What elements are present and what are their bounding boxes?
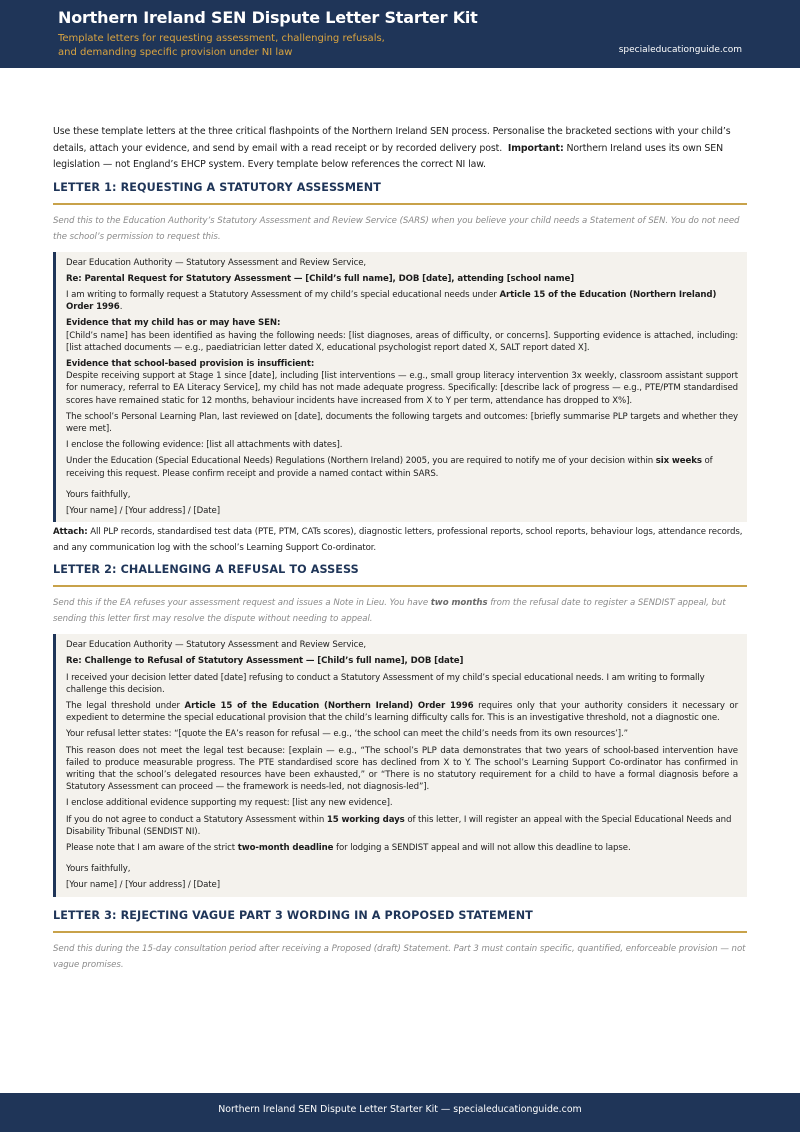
letter-1-instructions: Send this to the Education Authority’s Statutory Assessment and Review Service (SARS) when you believe your child needs a Statement of SEN. You do not need the school’s permission to request this. (53, 215, 740, 242)
header-site-url[interactable]: specialeducationguide.com (618, 45, 742, 55)
letter-1-evidence-heading-text: Evidence that my child has or may have SEN: (66, 318, 281, 329)
letter-1-school-heading-text: Evidence that school-based provision is insufficient: (66, 358, 315, 369)
letter-1-regs-text: Under the Education (Special Educational Needs) Regulations (Northern Ireland) 2005, you are required to notify me of your decision within (66, 456, 654, 467)
letter-1-re-text: Re: Parental Request for Statutory Assessment — [Child’s full name], DOB [date], attending [school name] (66, 273, 575, 284)
attach-text: All PLP records, standardised test data (PTE, PTM, CATs scores), diagnostic letters, professional reports, school reports, behaviour logs, attendance records, and any communication log with the school’s Learning Support Co-ordinator. (53, 527, 743, 554)
page-footer (0, 1093, 800, 1132)
letter-1-deadline: six weeks (655, 456, 702, 467)
letter-1-enclose-text: I enclose the following evidence: [list all attachments with dates]. (66, 440, 343, 451)
letter-2-reason-paragraph: This reason does not meet the legal test because: [explain — e.g., “The school’s PLP data demonstrates that two years of school-based intervention have failed to produce measurable progress. The PTE standardised score has declined from X to Y. The school’s Learning Support Co-ordinator has confirmed in writing that the school’s delegated resources have been exhausted,” or “There is no statutory requirement for a child to have a formal diagnosis before a Statutory Assessment can proceed — the framework is needs-led, not diagnosis-led”]. (66, 745, 738, 793)
letter-2-appeal-end: of this letter, I will register an appeal with the Special Educational Needs and Disability Tribunal (SENDIST NI). (66, 814, 732, 837)
attach-label: Attach: (53, 527, 88, 538)
important-text: Northern Ireland uses its own SEN legislation — not England’s EHCP system. Every template below references the correct NI law. (53, 142, 724, 170)
letter-2-re-line (66, 655, 738, 667)
letter-1-template (53, 252, 747, 523)
letter-2-quote-paragraph: Your refusal letter states: “[quote the EA’s reason for refusal — e.g., ‘the school can meet the child’s needs from its own resources’].” (66, 729, 628, 740)
letter-1-signature: [Your name] / [Your address] / [Date] (66, 505, 220, 516)
letter-2-appeal-paragraph (66, 814, 738, 838)
letter-2-deadline-paragraph (66, 842, 738, 854)
subtitle-line-1: Template letters for requesting assessment, challenging refusals, (58, 33, 385, 44)
letter-2-legislation: Article 15 of the Education (Northern Ireland) Order 1996 (184, 700, 474, 711)
letter-2-working-days: 15 working days (326, 814, 405, 825)
letter-2-enclose-paragraph: I enclose additional evidence supporting my request: [list any new evidence]. (66, 798, 393, 809)
intro-paragraph (53, 124, 747, 174)
letter-2-signoff: Yours faithfully, (66, 864, 131, 875)
document-subtitle (58, 32, 398, 60)
page-header (0, 0, 800, 68)
letter-2-two-month-deadline: two-month deadline (237, 843, 334, 853)
letter-1-evidence-text: [Child’s name] has been identified as having the following needs: [list diagnoses, areas of difficulty, or concerns]. Supporting evidence is attached, including: [list attached documents — e.g., paediatrician letter dated X, educational psychologist report dated X, SALT report dated X]. (66, 330, 738, 353)
letter-3-heading: LETTER 3: REJECTING VAGUE PART 3 WORDING IN A PROPOSED STATEMENT (53, 909, 747, 933)
letter-2-threshold-paragraph (66, 700, 738, 724)
page-content (53, 124, 747, 973)
letter-1-legislation: Article 15 of the Education (Northern Ireland) Order 1996 (66, 289, 717, 313)
document-title: Northern Ireland SEN Dispute Letter Starter Kit (58, 8, 478, 27)
intro-text: Use these template letters at the three critical flashpoints of the Northern Ireland SEN process. Personalise the bracketed sections with your child’s details, attach your evidence, and send by email with a read receipt or by recorded delivery post. (53, 126, 731, 154)
letter-1-heading: LETTER 1: REQUESTING A STATUTORY ASSESSMENT (53, 181, 747, 205)
letter-1-regulations-paragraph (66, 455, 738, 479)
letter-2-signature: [Your name] / [Your address] / [Date] (66, 880, 220, 891)
letter-2-instructions (53, 595, 747, 627)
letter-2-note-end: from the refusal date to register a SENDIST appeal, but sending this letter first may resolve the dispute without needing to appeal. (53, 598, 726, 625)
letter-2-re-text: Re: Challenge to Refusal of Statutory Assessment — [Child’s full name], DOB [date] (66, 656, 464, 667)
letter-1-re-line (66, 273, 738, 285)
letter-2-salutation: Dear Education Authority — Statutory Assessment and Review Service, (66, 640, 367, 651)
letter-1-request-end: . (119, 302, 123, 313)
letter-1-signoff: Yours faithfully, (66, 489, 131, 500)
letter-1-plp-text: The school’s Personal Learning Plan, last reviewed on [date], documents the following targets and outcomes: [briefly summarise PLP targets and whether they were met]. (66, 411, 738, 434)
letter-1-school-text: Despite receiving support at Stage 1 since [date], including [list interventions — e.g., small group literacy intervention 3x weekly, classroom assistant support for numeracy, referral to EA Literacy Service], my child has not made adequate progress. Specifically: [describe lack of progress — e.g., PTE/PTM standardised scores have remained static for 12 months, behaviour incidents have increased from X to Y per term, attendance has dropped to X%]. (66, 371, 738, 406)
letter-2-threshold-text: The legal threshold under (66, 700, 180, 711)
important-label: Important: (507, 142, 564, 154)
letter-3-instructions: Send this during the 15-day consultation period after receiving a Proposed (draft) Statement. Part 3 must contain specific, quantified, enforceable provision — not vague promises. (53, 943, 746, 970)
letter-1-request-text: I am writing to formally request a Statutory Assessment of my child’s special educational needs under (66, 289, 497, 300)
letter-2-heading: LETTER 2: CHALLENGING A REFUSAL TO ASSESS (53, 563, 747, 587)
letter-2-note-deadline: two months (430, 598, 488, 609)
letter-2-deadline-end: for lodging a SENDIST appeal and will not allow this deadline to lapse. (336, 843, 631, 853)
footer-text: Northern Ireland SEN Dispute Letter Starter Kit — specialeducationguide.com (218, 1104, 582, 1115)
letter-1-school-heading (66, 358, 738, 370)
subtitle-line-2: and demanding specific provision under NI law (58, 47, 293, 58)
letter-1-regs-end: of receiving this request. Please confirm receipt and provide a named contact within SARS. (66, 456, 713, 479)
letter-2-threshold-end: requires only that your authority considers it necessary or expedient to determine the special educational provision that the child’s learning difficulty calls for. This is an investigative threshold, not a diagnostic one. (66, 700, 739, 724)
letter-2-appeal-text: If you do not agree to conduct a Statutory Assessment within (66, 814, 325, 825)
letter-1-attachments (53, 524, 747, 556)
letter-2-decision-paragraph: I received your decision letter dated [date] refusing to conduct a Statutory Assessment of my child’s special educational needs. I am writing to formally challenge this decision. (66, 672, 705, 695)
letter-1-request-paragraph (66, 289, 738, 313)
letter-2-deadline-text: Please note that I am aware of the strict (66, 843, 236, 853)
letter-1-evidence-heading (66, 317, 738, 329)
letter-1-salutation: Dear Education Authority — Statutory Assessment and Review Service, (66, 257, 367, 268)
letter-2-note-text: Send this if the EA refuses your assessment request and issues a Note in Lieu. You have (53, 598, 429, 609)
letter-2-template (53, 634, 747, 896)
